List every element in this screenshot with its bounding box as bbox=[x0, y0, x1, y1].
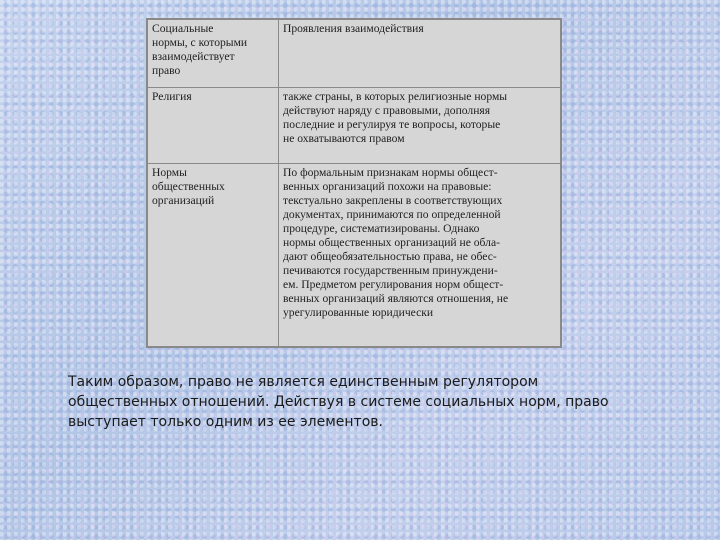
cell-line: Религия bbox=[152, 90, 192, 103]
cell-line: венных организаций являются отношения, не bbox=[283, 292, 509, 305]
header-social-norms bbox=[148, 20, 279, 88]
conclusion-text bbox=[68, 372, 668, 432]
conclusion-line: Таким образом, право не является единственным регулятором bbox=[68, 374, 539, 390]
header-line: нормы, с которыми bbox=[152, 36, 248, 49]
cell-line: нормы общественных организаций не обла- bbox=[283, 236, 500, 249]
cell-line: процедуре, систематизированы. Однако bbox=[283, 222, 480, 235]
scanned-table-image bbox=[146, 18, 562, 348]
cell-line: дают общеобязательностью права, не обес- bbox=[283, 250, 497, 263]
cell-line: текстуально закреплены в соответствующих bbox=[283, 194, 503, 207]
norms-interaction-table bbox=[147, 19, 561, 347]
cell-line: ем. Предметом регулирования норм общест- bbox=[283, 278, 504, 291]
cell-line: организаций bbox=[152, 194, 215, 207]
row-name-public-organizations bbox=[148, 164, 279, 347]
conclusion-line: выступает только одним из ее элементов. bbox=[68, 414, 383, 430]
cell-line: Нормы bbox=[152, 166, 187, 179]
header-line: Социальные bbox=[152, 22, 214, 35]
row-name-religion bbox=[148, 88, 279, 164]
cell-line: последние и регулируя те вопросы, которые bbox=[283, 118, 501, 131]
table-row-religion bbox=[148, 88, 561, 164]
cell-line: По формальным признакам нормы общест- bbox=[283, 166, 498, 179]
cell-line: печиваются государственным принуждени- bbox=[283, 264, 498, 277]
header-interaction-manifestations bbox=[279, 20, 561, 88]
table-header-row bbox=[148, 20, 561, 88]
cell-line: не охватываются правом bbox=[283, 132, 405, 145]
cell-line: также страны, в которых религиозные нормы bbox=[283, 90, 508, 103]
header-line: право bbox=[152, 64, 181, 77]
cell-line: документах, принимаются по определенной bbox=[283, 208, 501, 221]
header-line: взаимодействует bbox=[152, 50, 235, 63]
cell-line: урегулированные юридически bbox=[283, 306, 434, 319]
cell-line: венных организаций похожи на правовые: bbox=[283, 180, 492, 193]
cell-line: общественных bbox=[152, 180, 225, 193]
conclusion-line: общественных отношений. Действуя в системе социальных норм, право bbox=[68, 394, 609, 410]
table-row-public-organizations bbox=[148, 164, 561, 347]
cell-line: действуют наряду с правовыми, дополняя bbox=[283, 104, 491, 117]
header-line: Проявления взаимодействия bbox=[283, 22, 424, 35]
row-text-religion bbox=[279, 88, 561, 164]
row-text-public-organizations bbox=[279, 164, 561, 347]
